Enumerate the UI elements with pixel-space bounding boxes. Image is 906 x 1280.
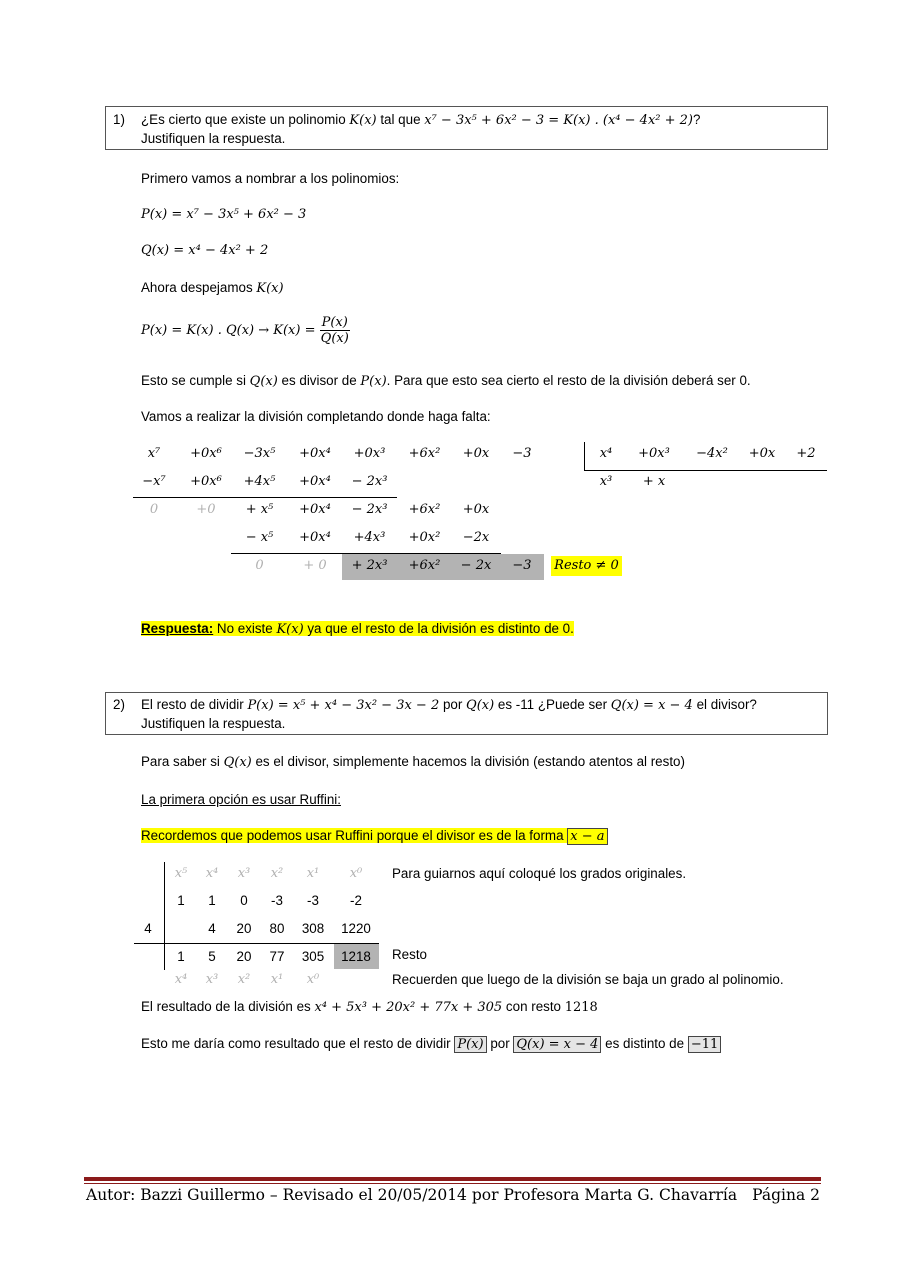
new-degree-label: x² — [237, 972, 251, 987]
primera-opcion-text: La primera opción es usar Ruffini: — [141, 792, 341, 807]
k-fraction: $\frac{P(x)}{Q(x)}$ — [320, 315, 349, 346]
respuesta-text: Respuesta: No existe K(x) ya que el resto de la división es distinto de 0. — [141, 621, 574, 637]
question-1-equation: x⁷ − 3x⁵ + 6x² − 3 = K(x) . (x⁴ − 4x² + 2) — [424, 113, 693, 128]
coefficient: -2 — [350, 893, 362, 908]
product-value: 20 — [236, 921, 252, 936]
subtract-term: +4x⁵ — [243, 474, 276, 489]
despejamos-text: Ahora despejamos K(x) — [141, 280, 284, 296]
degree-label: x² — [270, 866, 284, 881]
quotient-term: + x — [642, 474, 666, 489]
partial-term: +0x — [462, 502, 490, 517]
partial-term: + x⁵ — [245, 502, 274, 517]
product-value: 308 — [301, 921, 325, 936]
quotient-term: x³ — [599, 474, 613, 489]
forma-box: x − a — [567, 828, 607, 845]
coefficient: 1 — [208, 893, 216, 908]
dividend-term: +6x² — [408, 446, 441, 461]
remainder-term: + 2x³ — [351, 558, 388, 573]
intro-text: Primero vamos a nombrar a los polinomios: — [141, 171, 400, 186]
remainder-term: + 0 — [303, 558, 327, 573]
subtract-term: +0x⁴ — [299, 474, 331, 489]
result-value: 305 — [301, 949, 325, 964]
question-1-number: 1) — [113, 112, 125, 127]
product-value: 80 — [269, 921, 285, 936]
degree-label: x⁴ — [205, 866, 219, 881]
partial-term: +0 — [196, 502, 216, 517]
new-degree-label: x⁴ — [174, 972, 188, 987]
note-grados: Para guiarnos aquí coloqué los grados originales. — [392, 866, 687, 881]
dividend-term: x⁷ — [147, 446, 161, 461]
footer-rule-thin — [84, 1183, 821, 1184]
resto-not-zero-label: Resto ≠ 0 — [551, 556, 622, 576]
product-value: 4 — [208, 921, 216, 936]
subtract-term: − 2x³ — [351, 474, 388, 489]
division-rule — [231, 553, 501, 554]
question-2-text: El resto de dividir P(x) = x⁵ + x⁴ − 3x² − 3x − 2 por Q(x) es -11 ¿Puede ser Q(x) = x − 4 el divisor? — [141, 697, 757, 713]
note-resto: Resto — [392, 947, 427, 962]
remainder-term: −3 — [512, 558, 532, 573]
coefficient: 1 — [177, 893, 185, 908]
subtract-term: −x⁷ — [142, 474, 166, 489]
partial-term: +6x² — [408, 502, 441, 517]
subtract-term: +0x⁶ — [190, 474, 222, 489]
ruffini-remainder: 1218 — [341, 949, 371, 964]
question-2-line2: Justifiquen la respuesta. — [141, 716, 286, 731]
p-definition: P(x) = x⁷ − 3x⁵ + 6x² − 3 — [141, 207, 307, 222]
question-1-line2: Justifiquen la respuesta. — [141, 131, 286, 146]
remainder-term: +6x² — [408, 558, 441, 573]
dividend-term: +0x⁴ — [299, 446, 331, 461]
new-degree-label: x³ — [205, 972, 219, 987]
divisor-term: +2 — [796, 446, 816, 461]
subtract-term: − x⁵ — [245, 530, 274, 545]
degree-label: x⁰ — [349, 866, 363, 881]
cumple-text: Esto se cumple si Q(x) es divisor de P(x). Para que esto sea cierto el resto de la división deberá ser 0. — [141, 373, 751, 389]
divisor-term: x⁴ — [599, 446, 613, 461]
remainder-term: − 2x — [460, 558, 492, 573]
ruffini-root: 4 — [144, 921, 152, 936]
question-1-text: ¿Es cierto que existe un polinomio K(x) tal que x⁷ − 3x⁵ + 6x² − 3 = K(x) . (x⁴ − 4x² + 2)? — [141, 112, 701, 128]
coefficient: -3 — [271, 893, 283, 908]
divisor-term: +0x³ — [638, 446, 670, 461]
degree-label: x¹ — [306, 866, 320, 881]
dividend-term: +0x³ — [353, 446, 386, 461]
dividend-term: +0x⁶ — [190, 446, 222, 461]
saber-text: Para saber si Q(x) es el divisor, simplemente hacemos la división (estando atentos al resto) — [141, 754, 685, 770]
result-value: 5 — [208, 949, 216, 964]
result-value: 1 — [177, 949, 185, 964]
new-degree-label: x¹ — [270, 972, 284, 987]
note-baja-grado: Recuerden que luego de la división se baja un grado al polinomio. — [392, 972, 784, 987]
new-degree-label: x⁰ — [306, 972, 320, 987]
recordemos-text: Recordemos que podemos usar Ruffini porque el divisor es de la forma x − a — [141, 828, 608, 844]
realizar-text: Vamos a realizar la división completando donde haga falta: — [141, 409, 491, 424]
divisor-bracket-rule — [584, 470, 827, 471]
product-value: 1220 — [341, 921, 371, 936]
result-value: 20 — [236, 949, 252, 964]
footer-page-number: Página 2 — [752, 1186, 820, 1204]
q-definition: Q(x) = x⁴ − 4x² + 2 — [141, 243, 269, 258]
resultado-text: El resultado de la división es x⁴ + 5x³ + 20x² + 77x + 305 con resto 1218 — [141, 999, 598, 1015]
subtract-term: −2x — [462, 530, 490, 545]
partial-term: 0 — [149, 502, 159, 517]
degree-label: x³ — [237, 866, 251, 881]
subtract-term: +0x⁴ — [299, 530, 331, 545]
partial-term: − 2x³ — [351, 502, 388, 517]
remainder-term: 0 — [255, 558, 264, 573]
footer-rule-thick — [84, 1177, 821, 1181]
dividend-term: −3x⁵ — [243, 446, 276, 461]
final-text: Esto me daría como resultado que el resto de dividir P(x) por Q(x) = x − 4 es distinto de −11 — [141, 1036, 721, 1052]
footer-author: Autor: Bazzi Guillermo – Revisado el 20/05/2014 por Profesora Marta G. Chavarría — [86, 1186, 738, 1204]
divisor-term: +0x — [748, 446, 776, 461]
k-relation: P(x) = K(x) . Q(x) → K(x) = $\frac{P(x)}{Q(x)}$ — [141, 315, 349, 346]
division-rule — [133, 497, 397, 498]
question-2-number: 2) — [113, 697, 125, 712]
degree-label: x⁵ — [174, 866, 188, 881]
subtract-term: +0x² — [408, 530, 441, 545]
result-value: 77 — [269, 949, 285, 964]
divisor-term: −4x² — [696, 446, 728, 461]
divisor-bracket — [584, 442, 585, 470]
partial-term: +0x⁴ — [299, 502, 331, 517]
dividend-term: +0x — [462, 446, 490, 461]
subtract-term: +4x³ — [353, 530, 386, 545]
ruffini-vertical-rule — [164, 862, 165, 970]
coefficient: 0 — [240, 893, 248, 908]
dividend-term: −3 — [512, 446, 532, 461]
coefficient: -3 — [307, 893, 319, 908]
